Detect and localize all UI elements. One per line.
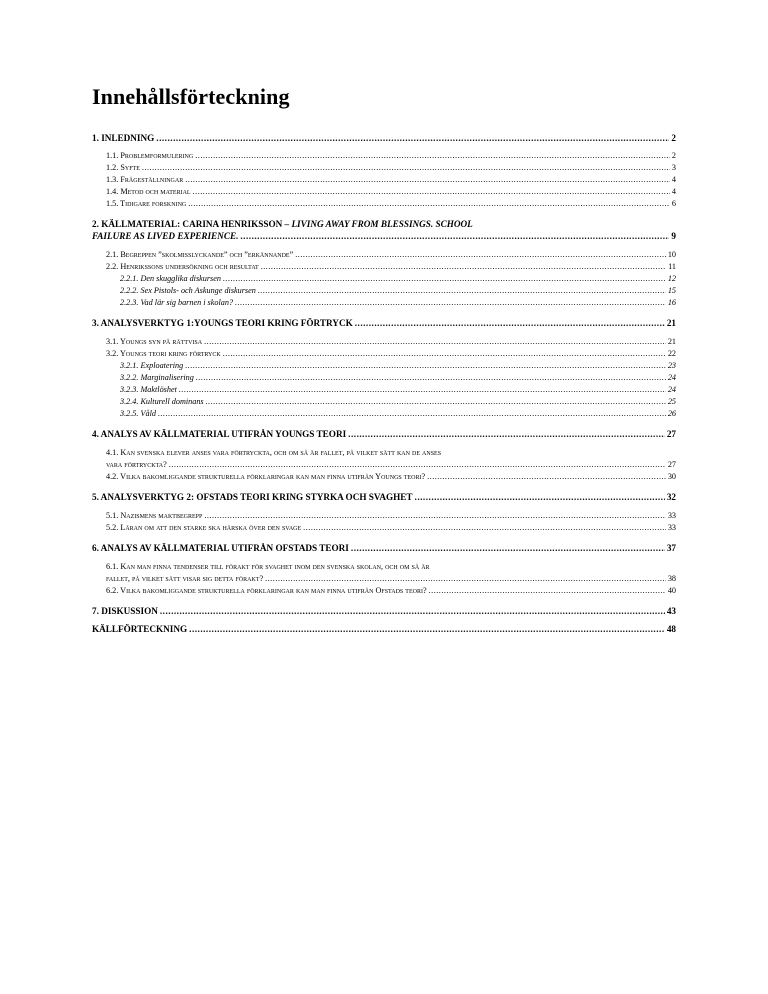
toc-page-number: 30 [667, 472, 676, 481]
toc-page-number: 38 [667, 574, 676, 583]
toc-page-number: 11 [668, 262, 676, 271]
toc-page-number: 2 [671, 151, 676, 160]
toc-entry-text: 3.2.5. Våld [120, 409, 156, 418]
toc-leader [160, 605, 665, 617]
toc-leader [196, 372, 666, 384]
toc-leader [158, 408, 666, 420]
toc-leader [169, 459, 666, 471]
toc-entry-line-2 [106, 459, 676, 471]
toc-entry-text: 2.1. Begreppen ”skolmisslyckande” och ”erkännande” [106, 250, 294, 259]
toc-entry[interactable] [92, 249, 676, 261]
toc-entry-text: 1. INLEDNING [92, 133, 155, 143]
toc-page-number: 25 [667, 397, 676, 406]
toc-entry[interactable] [92, 285, 676, 297]
toc-entry[interactable] [92, 384, 676, 396]
toc-leader [185, 174, 670, 186]
toc-entry[interactable] [92, 542, 676, 554]
toc-page-number: 24 [667, 373, 676, 382]
toc-page-number: 21 [667, 337, 676, 346]
toc-entry-text: 5. ANALYSVERKTYG 2: OFSTADS TEORI KRING STYRKA OCH SVAGHET [92, 492, 413, 502]
toc-entry[interactable] [92, 261, 676, 273]
toc-page-number: 33 [667, 523, 676, 532]
toc-page-number: 4 [671, 175, 676, 184]
toc-leader [206, 396, 666, 408]
toc-entry[interactable] [92, 218, 676, 242]
toc-entry-line-2 [106, 573, 676, 585]
toc-entry-text-italic: FAILURE AS LIVED EXPERIENCE. [92, 231, 239, 241]
toc-page-number: 43 [666, 606, 676, 616]
toc-entry-text: 1.2. Syfte [106, 163, 140, 172]
toc-entry[interactable] [92, 471, 676, 483]
toc-page-number: 15 [667, 286, 676, 295]
toc-page-number: 23 [667, 361, 676, 370]
toc-entry-text: 1.4. Metod och material [106, 187, 191, 196]
toc-entry[interactable] [92, 585, 676, 597]
toc-leader [223, 273, 666, 285]
toc-leader [193, 186, 670, 198]
toc-entry-text: 2.2.2. Sex Pistols- och Askunge diskursen [120, 286, 256, 295]
toc-page-number: 27 [666, 429, 676, 439]
toc-leader [235, 297, 666, 309]
toc-entry[interactable] [92, 522, 676, 534]
toc-entry-text: fallet, på vilket sätt visar sig detta förakt? [106, 574, 264, 583]
toc-page-number: 26 [667, 409, 676, 418]
toc-leader [189, 623, 665, 635]
toc-entry-text: 1.1. Problemformulering [106, 151, 194, 160]
toc-entry-text: 3.2.4. Kulturell dominans [120, 397, 204, 406]
toc-entry-text: 4. ANALYS AV KÄLLMATERIAL UTIFRÅN YOUNGS TEORI [92, 429, 347, 439]
toc-entry-line-2 [92, 230, 676, 242]
toc-leader [185, 360, 666, 372]
toc-entry-text: 6.1. Kan man finna tendenser till förakt för svaghet inom den svenska skolan, och om så är [106, 562, 430, 571]
toc-entry-text-italic: LIVING AWAY FROM BLESSINGS. SCHOOL [291, 219, 473, 229]
toc-entry-text: 2.2.3. Vad lär sig barnen i skolan? [120, 298, 234, 307]
toc-entry-text: 6. ANALYS AV KÄLLMATERIAL UTIFRÅN OFSTADS TEORI [92, 543, 349, 553]
toc-page-number: 24 [667, 385, 676, 394]
toc-entry-text: 5.2. Läran om att den starke ska härska över den svage [106, 523, 302, 532]
toc-entry-text: 7. DISKUSSION [92, 606, 158, 616]
toc-page-number: 33 [667, 511, 676, 520]
toc-page-number: 37 [666, 543, 676, 553]
toc-entry[interactable] [92, 132, 676, 144]
toc-entry[interactable] [92, 491, 676, 503]
toc-entry[interactable] [92, 336, 676, 348]
toc-leader [258, 285, 666, 297]
toc-page-number: 9 [671, 231, 676, 241]
toc-entry[interactable] [92, 317, 676, 329]
toc-page-number: 2 [671, 133, 676, 143]
toc-entry-text: KÄLLFÖRTECKNING [92, 624, 188, 634]
toc-leader [204, 510, 666, 522]
toc-entry-text: 3.2. Youngs teori kring förtryck [106, 349, 221, 358]
toc-entry[interactable] [92, 273, 676, 285]
toc-page-number: 32 [666, 492, 676, 502]
toc-entry-text: 1.5. Tidigare forskning [106, 199, 187, 208]
toc-leader [427, 471, 666, 483]
toc-entry[interactable] [92, 150, 676, 162]
toc-leader [265, 573, 666, 585]
toc-entry-text: 3.1. Youngs syn på rättvisa [106, 337, 203, 346]
toc-entry[interactable] [92, 510, 676, 522]
toc-entry-text: 2.2.1. Den skugglika diskursen [120, 274, 221, 283]
toc-leader [415, 491, 665, 503]
toc-leader [351, 542, 665, 554]
page-title: Innehållsförteckning [92, 84, 290, 109]
toc-entry-line-1 [92, 218, 676, 230]
toc-entry[interactable] [92, 174, 676, 186]
toc-leader [156, 132, 669, 144]
toc-leader [142, 162, 670, 174]
toc-leader [355, 317, 665, 329]
toc-leader [348, 428, 665, 440]
toc-page-number: 40 [667, 586, 676, 595]
toc-page-number: 4 [671, 187, 676, 196]
toc-entry[interactable] [92, 408, 676, 420]
toc-entry[interactable] [92, 428, 676, 440]
toc-page-number: 16 [667, 298, 676, 307]
toc-entry[interactable] [92, 186, 676, 198]
toc-entry-text: 4.2. Vilka bakomliggande strukturella förklaringar kan man finna utifrån Youngs teori? [106, 472, 426, 481]
toc-entry-text: 3. ANALYSVERKTYG 1:YOUNGS TEORI KRING FÖRTRYCK [92, 318, 353, 328]
toc-entry[interactable] [92, 396, 676, 408]
toc-entry-text: 3.2.2. Marginalisering [120, 373, 194, 382]
toc-leader [295, 249, 666, 261]
table-of-contents [92, 132, 676, 635]
toc-page-number: 12 [667, 274, 676, 283]
toc-entry[interactable] [92, 162, 676, 174]
toc-leader [179, 384, 666, 396]
toc-entry-text: 2. KÄLLMATERIAL: CARINA HENRIKSSON – [92, 219, 292, 229]
toc-entry[interactable] [92, 605, 676, 617]
toc-entry[interactable] [92, 198, 676, 210]
toc-leader [223, 348, 666, 360]
toc-page-number: 27 [667, 460, 676, 469]
toc-page-number: 6 [671, 199, 676, 208]
toc-entry[interactable] [92, 360, 676, 372]
toc-entry-text: 3.2.1. Exploatering [120, 361, 184, 370]
toc-entry[interactable] [92, 561, 676, 585]
toc-leader [188, 198, 670, 210]
toc-page-number: 10 [667, 250, 676, 259]
toc-leader [204, 336, 666, 348]
toc-page-number: 21 [666, 318, 676, 328]
toc-entry[interactable] [92, 447, 676, 471]
toc-entry-text: 5.1. Nazismens maktbegrepp [106, 511, 203, 520]
toc-leader [195, 150, 670, 162]
toc-leader [429, 585, 666, 597]
toc-page-number: 48 [666, 624, 676, 634]
toc-leader [261, 261, 666, 273]
toc-entry-text: 3.2.3. Maktlöshet [120, 385, 177, 394]
toc-entry-text: 2.2. Henrikssons undersökning och resultat [106, 262, 259, 271]
toc-entry-text: vara förtryckta? [106, 460, 167, 469]
toc-entry-text: 6.2. Vilka bakomliggande strukturella förklaringar kan man finna utifrån Ofstads teori? [106, 586, 427, 595]
toc-page-number: 22 [667, 349, 676, 358]
toc-entry-text: 1.3. Frågeställningar [106, 175, 184, 184]
toc-page-number: 3 [671, 163, 676, 172]
toc-entry[interactable] [92, 348, 676, 360]
toc-leader [303, 522, 666, 534]
toc-entry[interactable] [92, 623, 676, 635]
toc-leader [240, 230, 669, 242]
toc-entry[interactable] [92, 372, 676, 384]
toc-entry[interactable] [92, 297, 676, 309]
toc-entry-text: 4.1. Kan svenska elever anses vara förtryckta, och om så är fallet, på vilket sätt kan de anses [106, 448, 442, 457]
